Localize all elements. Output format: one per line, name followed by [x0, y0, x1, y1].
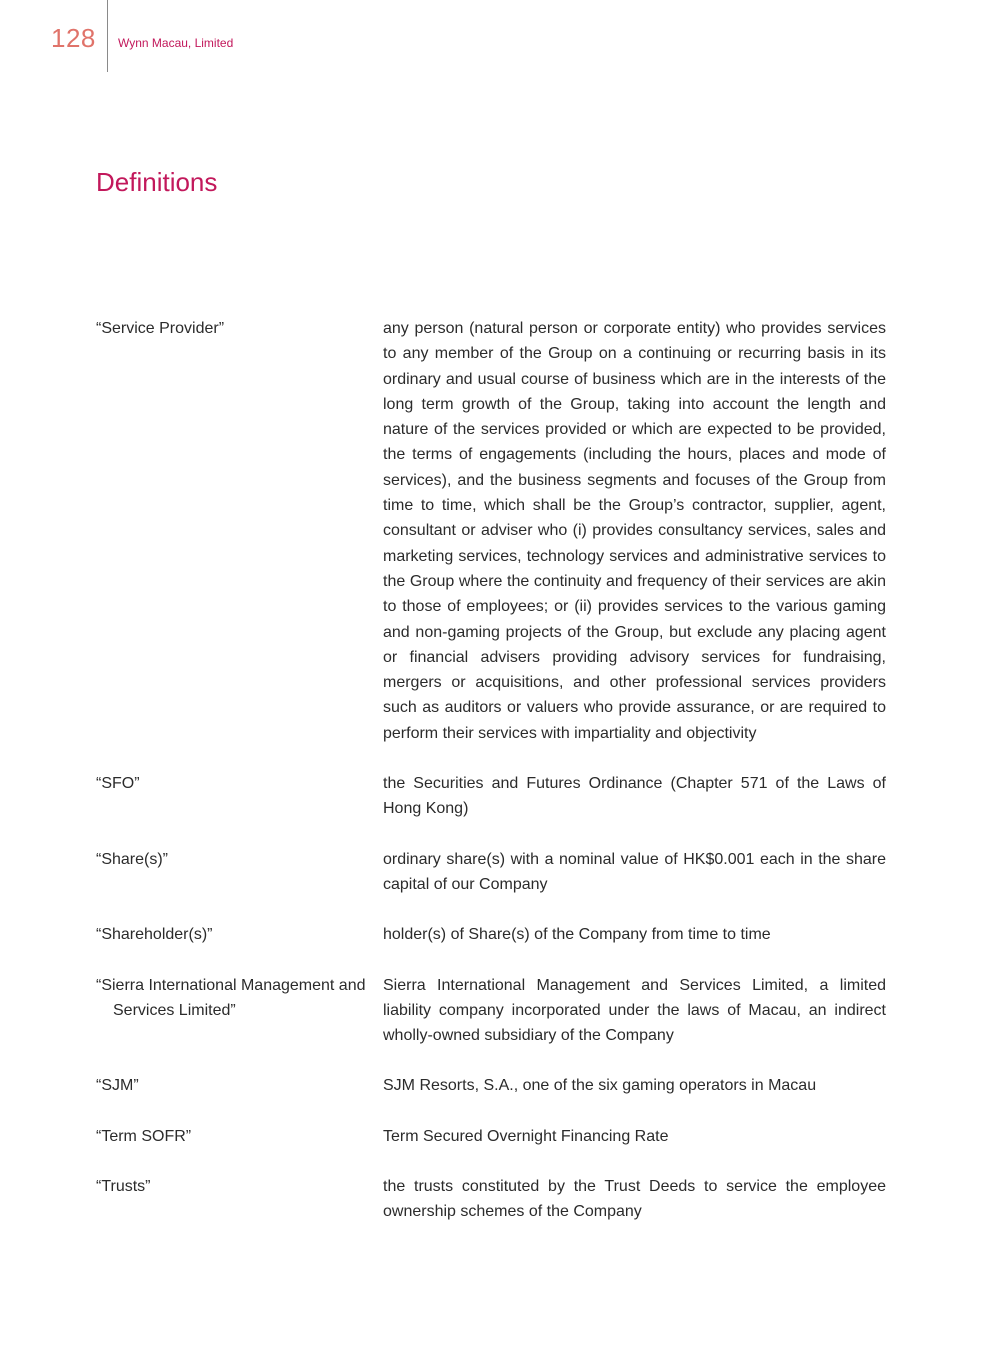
page-number: 128: [51, 23, 96, 53]
definition-row: [96, 316, 886, 746]
definition-row: [96, 847, 886, 898]
definition-row: [96, 973, 886, 1049]
header-divider: [107, 0, 108, 72]
definition-row: [96, 1073, 886, 1098]
definition-meaning: the Securities and Futures Ordinance (Chapter 571 of the Laws of Hong Kong): [383, 775, 886, 818]
definition-term: “Shareholder(s)”: [96, 926, 213, 944]
definition-term: “Trusts”: [96, 1178, 151, 1196]
definition-row: [96, 1174, 886, 1225]
definition-meaning: Sierra International Management and Services Limited, a limited liability company incorporated under the laws of Macau, an indirect wholly-owned subsidiary of the Company: [383, 976, 886, 1045]
definition-row: [96, 771, 886, 822]
definition-row: [96, 1124, 886, 1149]
page-title: Definitions: [96, 167, 218, 197]
definition-meaning: ordinary share(s) with a nominal value of HK$0.001 each in the share capital of our Company: [383, 850, 886, 893]
definition-term: “Service Provider”: [96, 320, 225, 337]
definitions-list: [96, 316, 886, 1250]
definition-term: “SJM”: [96, 1077, 139, 1095]
definition-meaning: any person (natural person or corporate entity) who provides services to any member of the Group on a continuing or recurring basis in its ordinary and usual course of business which are in the interests of the long term growth of the Group, taking into account the length and nature of the services provided or which are expected to be provided, the terms of engagements (including the hours, places and mode of services), and the business segments and focuses of the Group from time to time, which shall be the Group’s contractor, supplier, agent, consultant or adviser who (i) provides consultancy services, sales and marketing services, technology services and administrative services to the Group where the continuity and frequency of their services are akin to those of employees; or (ii) provides services to the various gaming and non-gaming projects of the Group, but exclude any placing agent or financial advisers providing advisory services for fundraising, mergers or acquisitions, and other professional services providers such as auditors or valuers who provide assurance, or are required to perform their services with impartiality and objectivity: [383, 320, 886, 742]
definition-term: “Sierra International Management and Services Limited”: [96, 976, 366, 1019]
definition-term: “Term SOFR”: [96, 1127, 192, 1145]
definition-meaning: holder(s) of Share(s) of the Company from time to time: [383, 926, 771, 944]
definition-row: [96, 922, 886, 947]
definition-meaning: Term Secured Overnight Financing Rate: [383, 1127, 669, 1145]
definition-term: “SFO”: [96, 775, 140, 793]
definition-meaning: the trusts constituted by the Trust Deeds to service the employee ownership schemes of the Company: [383, 1178, 886, 1221]
definition-term: “Share(s)”: [96, 850, 169, 868]
company-name: Wynn Macau, Limited: [118, 36, 234, 50]
definition-meaning: SJM Resorts, S.A., one of the six gaming operators in Macau: [383, 1077, 817, 1095]
